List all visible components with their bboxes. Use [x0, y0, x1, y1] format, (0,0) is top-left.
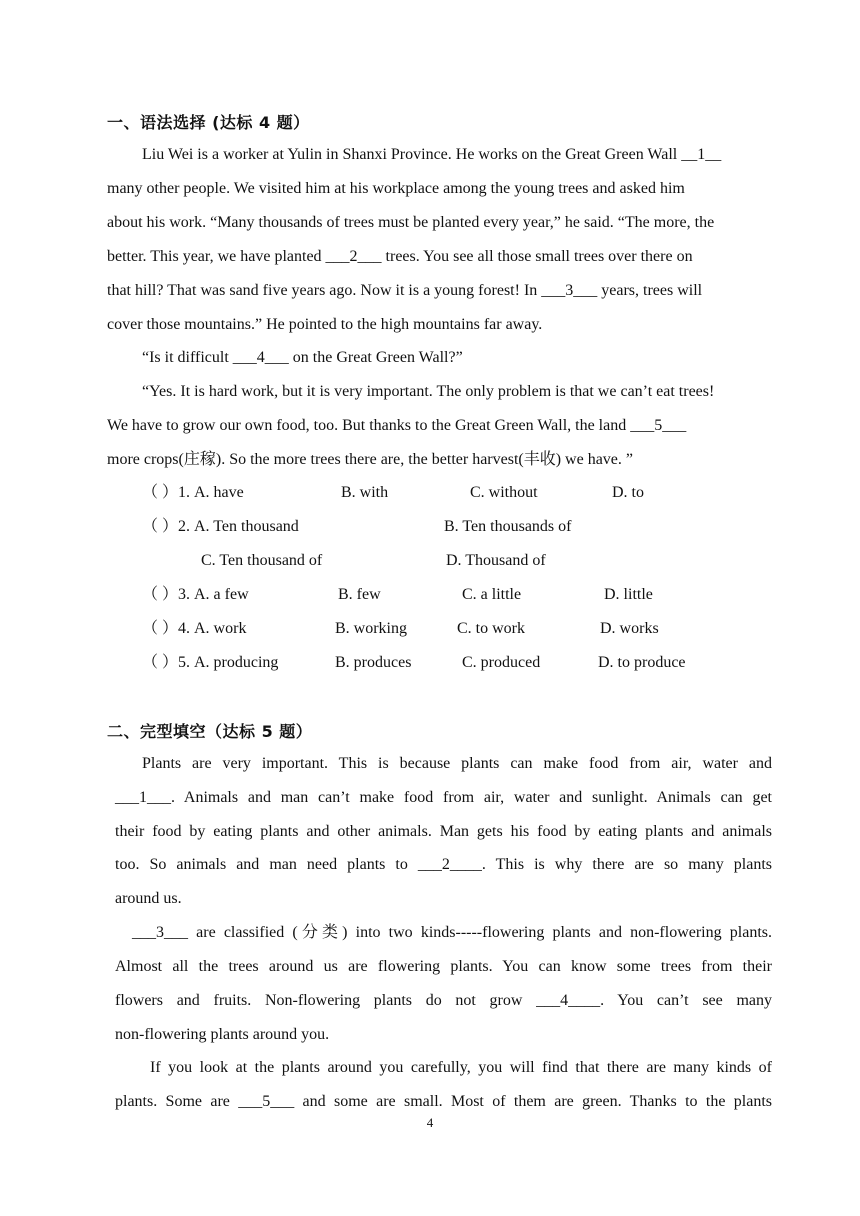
s2-line-7: Almost all the trees around us are flowering plants. You can know some trees from their: [115, 958, 772, 975]
s1-line-6: cover those mountains.” He pointed to the high mountains far away.: [107, 316, 543, 333]
s2-line-3: their food by eating plants and other animals. Man gets his food by eating plants and animals: [115, 823, 772, 840]
s2-line-9: non-flowering plants around you.: [115, 1026, 330, 1043]
q2-option-c: C. Ten thousand of: [201, 552, 323, 569]
q5-option-d: D. to produce: [598, 654, 686, 671]
q3-prefix-option-a: （ ）3. A. a few: [142, 586, 249, 603]
q4-option-b: B. working: [335, 620, 407, 637]
q4-prefix-option-a: （ ）4. A. work: [142, 620, 247, 637]
q4-option-c: C. to work: [457, 620, 525, 637]
q3-option-b: B. few: [338, 586, 381, 603]
s1-line-2: many other people. We visited him at his workplace among the young trees and asked him: [107, 180, 685, 197]
s2-line-10: If you look at the plants around you carefully, you will find that there are many kinds of: [150, 1059, 772, 1076]
s1-line-4: better. This year, we have planted ___2___ trees. You see all those small trees over there on: [107, 248, 693, 265]
section2-heading: 二、完型填空（达标 5 题）: [107, 722, 313, 741]
s1-line-3: about his work. “Many thousands of trees must be planted every year,” he said. “The more, the: [107, 214, 715, 231]
s2-line-4: too. So animals and man need plants to ___2____. This is why there are so many plants: [115, 856, 772, 873]
s2-line-11: plants. Some are ___5___ and some are small. Most of them are green. Thanks to the plants: [115, 1093, 772, 1110]
s1-line-1: Liu Wei is a worker at Yulin in Shanxi Province. He works on the Great Green Wall __1__: [142, 146, 722, 163]
q3-option-c: C. a little: [462, 586, 522, 603]
q1-prefix-option-a: （ ）1. A. have: [142, 484, 244, 501]
q5-option-c: C. produced: [462, 654, 541, 671]
q4-option-d: D. works: [600, 620, 659, 637]
q3-option-d: D. little: [604, 586, 653, 603]
s2-line-2: ___1___. Animals and man can’t make food from air, water and sunlight. Animals can get: [115, 789, 772, 806]
q5-option-b: B. produces: [335, 654, 412, 671]
s2-line-1: Plants are very important. This is because plants can make food from air, water and: [142, 755, 772, 772]
q1-option-b: B. with: [341, 484, 389, 501]
s1-line-5: that hill? That was sand five years ago. Now it is a young forest! In ___3___ years, trees will: [107, 282, 703, 299]
q1-option-c: C. without: [470, 484, 538, 501]
q1-option-d: D. to: [612, 484, 644, 501]
page-number: 4: [426, 1115, 434, 1130]
q2-option-b: B. Ten thousands of: [444, 518, 572, 535]
s1-line-8: “Yes. It is hard work, but it is very important. The only problem is that we can’t eat trees!: [142, 383, 715, 400]
s1-line-10: more crops(庄稼). So the more trees there are, the better harvest(丰收) we have. ”: [107, 451, 634, 468]
section1-heading: 一、语法选择 (达标 4 题）: [107, 113, 310, 132]
q2-option-d: D. Thousand of: [446, 552, 546, 569]
q5-prefix-option-a: （ ）5. A. producing: [142, 654, 279, 671]
s2-line-5: around us.: [115, 890, 182, 907]
s1-line-9: We have to grow our own food, too. But thanks to the Great Green Wall, the land ___5___: [107, 417, 687, 434]
s1-line-7: “Is it difficult ___4___ on the Great Green Wall?”: [142, 349, 463, 366]
s2-line-6: ___3___ are classified (分类) into two kinds-----flowering plants and non-flowering plants.: [132, 924, 772, 941]
q2-prefix-option-a: （ ）2. A. Ten thousand: [142, 518, 299, 535]
s2-line-8: flowers and fruits. Non-flowering plants do not grow ___4____. You can’t see many: [115, 992, 772, 1009]
